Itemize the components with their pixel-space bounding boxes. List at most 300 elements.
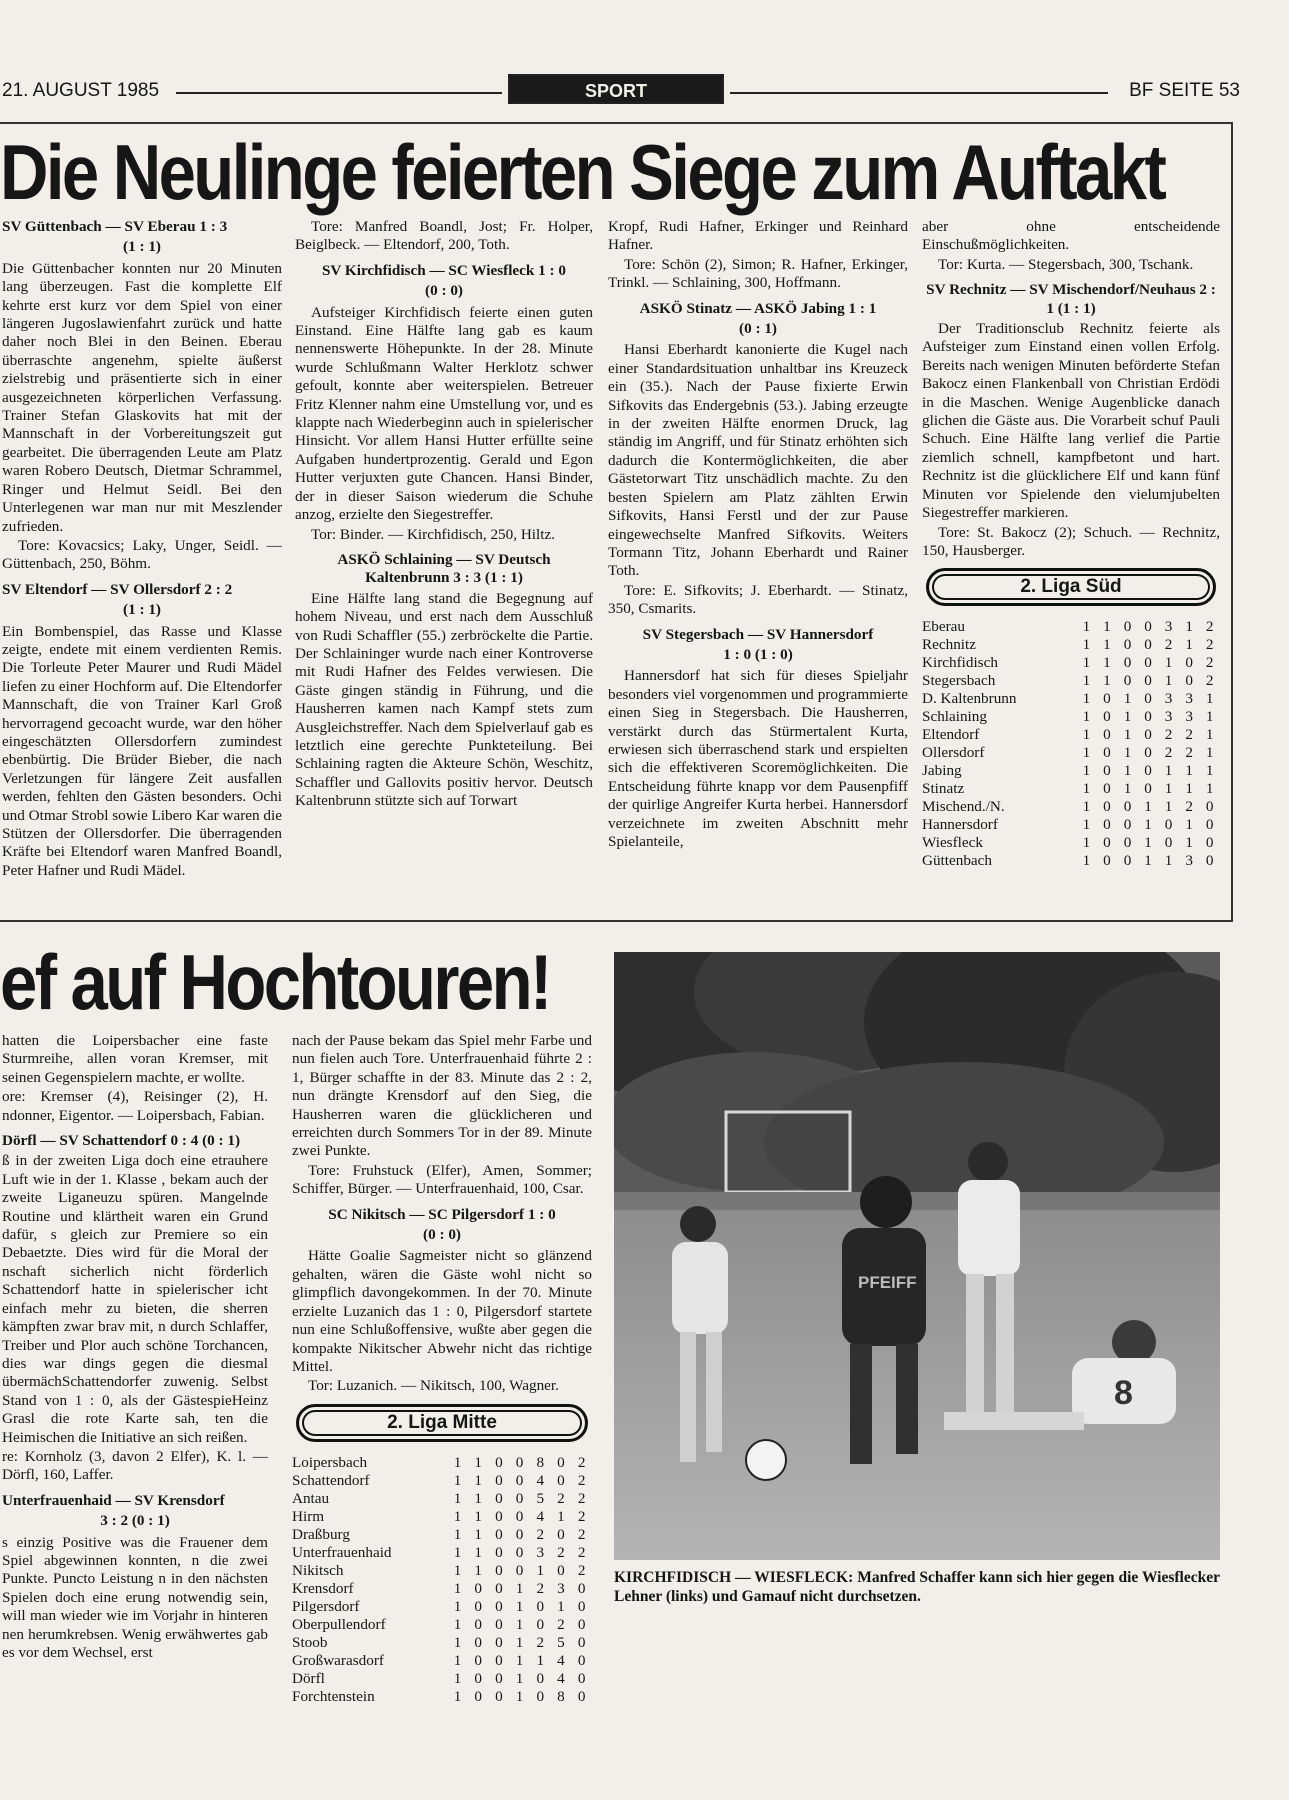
table-cell: 0 — [1123, 618, 1132, 636]
table-cell: 1 — [557, 1597, 565, 1615]
team-name: Pilgersdorf — [292, 1597, 360, 1615]
table-cell: 1 — [474, 1489, 482, 1507]
table-cell: 1 — [474, 1471, 482, 1489]
table-cell: 1 — [1205, 690, 1214, 708]
team-name: Jabing — [922, 762, 962, 780]
football-scene-image — [614, 952, 1220, 1560]
table-cell: 1 — [515, 1597, 524, 1615]
table-cell: 1 — [557, 1507, 565, 1525]
main-headline: Die Neulinge feierten Siege zum Auftakt — [0, 128, 1165, 216]
shirt-print: PFEIFF — [858, 1273, 917, 1292]
table-cell: 0 — [515, 1561, 524, 1579]
match-title: SC Nikitsch — SC Pilgersdorf 1 : 0 — [328, 1205, 556, 1223]
match-title: ASKÖ Stinatz — ASKÖ Jabing 1 : 1 — [639, 299, 877, 317]
table-cell: 0 — [515, 1543, 524, 1561]
table-row — [292, 1616, 592, 1634]
table-row — [922, 636, 1220, 654]
table-cell: 0 — [515, 1489, 524, 1507]
table-cell: 0 — [1103, 780, 1111, 798]
goals-line: Tor: Binder. — Kirchfidisch, 250, Hiltz. — [311, 525, 556, 543]
table-cell: 1 — [474, 1453, 482, 1471]
table-cell: 0 — [1144, 726, 1152, 744]
table-row — [292, 1652, 592, 1670]
table-row — [922, 618, 1220, 636]
table-cell: 1 — [1123, 726, 1132, 744]
article-column-5 — [2, 1032, 268, 1760]
table-cell: 0 — [536, 1615, 545, 1633]
table-cell: 1 — [453, 1651, 462, 1669]
table-cell: 0 — [1123, 672, 1132, 690]
table-row — [922, 816, 1220, 834]
table-cell: 0 — [577, 1615, 586, 1633]
table-cell: 1 — [453, 1669, 462, 1687]
table-cell: 1 — [453, 1543, 462, 1561]
table-row — [292, 1688, 592, 1706]
table-cell: 0 — [536, 1687, 545, 1705]
table-row — [922, 852, 1220, 870]
table-cell: 1 — [1185, 816, 1193, 834]
table-cell: 1 — [1205, 708, 1214, 726]
table-cell: 0 — [495, 1471, 503, 1489]
table-cell: 1 — [453, 1561, 462, 1579]
match-report: Hannersdorf hat sich für dieses Spieljahr besonders viel vorgenommen und programmierte einen Sieg in Stegersbach. Die Hausherren, verstärkt durch das Stürmertalent Kurta, erwiesen sich überraschend stark und erspielten sich die effektiveren Scoremöglichkeiten. Die Entscheidung führte knapp vor dem Pausenpfiff der quirlige Angreifer Kurta herbei. Hannersdorf verzeichnete im zweiten Abschnitt mehr Spielanteile, — [608, 667, 908, 850]
second-headline: ef auf Hochtouren! — [0, 938, 550, 1026]
team-name: Stoob — [292, 1633, 328, 1651]
goals-line: Tore: Kovacsics; Laky, Unger, Seidl. — Güttenbach, 250, Böhm. — [2, 536, 282, 573]
table-row — [922, 834, 1220, 852]
table-cell: 2 — [577, 1489, 586, 1507]
table-cell: 0 — [1123, 852, 1132, 870]
table-cell: 1 — [474, 1543, 482, 1561]
match-title: ASKÖ Schlaining — SV Deutsch Kaltenbrunn 3 : 3 (1 : 1) — [337, 550, 551, 587]
team-name: Großwarasdorf — [292, 1651, 384, 1669]
table-cell: 0 — [1103, 726, 1111, 744]
table-cell: 0 — [495, 1651, 503, 1669]
table-cell: 3 — [557, 1579, 565, 1597]
table-cell: 1 — [1082, 636, 1091, 654]
table-cell: 2 — [577, 1561, 586, 1579]
table-cell: 2 — [1164, 636, 1173, 654]
halftime-score: 3 : 2 (0 : 1) — [100, 1512, 170, 1530]
table-cell: 2 — [1164, 744, 1173, 762]
table-cell: 0 — [536, 1669, 545, 1687]
match-report: aber ohne entscheidende Einschußmöglichkeiten. — [922, 218, 1220, 254]
table-cell: 1 — [515, 1651, 524, 1669]
table-row — [922, 654, 1220, 672]
table-cell: 0 — [1185, 672, 1193, 690]
table-cell: 1 — [1144, 816, 1152, 834]
match-report: Ein Bombenspiel, das Rasse und Klasse zeigte, endete mit einem verdienten Remis. Die Torleute Peter Maurer und Rudi Mädel liefen zu einer Hochform auf. Die Eltendorfer Mannschaft, die von Trainer Karl Groß hervorragend gecoacht wurde, war den höher eingeschätzten Ollersdorfern zumindest ebenbürtig. Die Brüder Bieber, die nach Verletzungen für längere Zeit ausfallen werden, fehlten den Gästen besonders. Ochi und Otmar Strobl sowie Libero Kar waren die Stützen der Ollersdorfer. Die überragenden Kräfte bei Eltendorf waren Manfred Boandl, Peter Hafner und Rudi Mädel. — [2, 622, 282, 879]
team-name: Loipersbach — [292, 1453, 368, 1471]
table-cell: 0 — [495, 1561, 503, 1579]
halftime-score: (0 : 0) — [423, 1226, 461, 1244]
goals-line: Tore: Manfred Boandl, Jost; Fr. Holper, Beiglbeck. — Eltendorf, 200, Toth. — [295, 218, 593, 254]
table-cell: 0 — [495, 1489, 503, 1507]
table-cell: 0 — [577, 1597, 586, 1615]
match-title: SV Güttenbach — SV Eberau 1 : 3 — [2, 218, 228, 235]
table-cell: 0 — [495, 1669, 503, 1687]
table-cell: 1 — [1164, 672, 1173, 690]
table-row — [922, 762, 1220, 780]
table-cell: 1 — [1123, 780, 1132, 798]
table-cell: 1 — [1123, 690, 1132, 708]
table-cell: 1 — [1144, 834, 1152, 852]
table-cell: 1 — [453, 1687, 462, 1705]
table-cell: 1 — [1082, 780, 1091, 798]
table-cell: 0 — [1144, 762, 1152, 780]
table-cell: 2 — [1185, 798, 1193, 816]
table-row — [292, 1490, 592, 1508]
table-cell: 1 — [515, 1615, 524, 1633]
table-cell: 1 — [1164, 780, 1173, 798]
match-title: SV Eltendorf — SV Ollersdorf 2 : 2 — [2, 580, 233, 598]
table-cell: 0 — [1103, 834, 1111, 852]
goals-line: Tore: E. Sifkovits; J. Eberhardt. — Stinatz, 350, Csmarits. — [608, 581, 908, 618]
table-cell: 4 — [557, 1669, 565, 1687]
table-row — [922, 708, 1220, 726]
table-cell: 0 — [557, 1561, 565, 1579]
table-cell: 0 — [474, 1633, 482, 1651]
table-cell: 1 — [1185, 618, 1193, 636]
table-cell: 2 — [577, 1507, 586, 1525]
table-cell: 0 — [1103, 690, 1111, 708]
table-row — [292, 1508, 592, 1526]
table-cell: 3 — [1185, 852, 1193, 870]
goals-line: Tor: Kurta. — Stegersbach, 300, Tschank. — [938, 255, 1194, 273]
table-cell: 2 — [577, 1543, 586, 1561]
table-cell: 0 — [515, 1507, 524, 1525]
table-cell: 0 — [495, 1687, 503, 1705]
table-cell: 0 — [1103, 708, 1111, 726]
table-cell: 1 — [515, 1687, 524, 1705]
match-report: Kropf, Rudi Hafner, Erkinger und Reinhard Hafner. — [608, 218, 908, 254]
team-name: D. Kaltenbrunn — [922, 690, 1017, 708]
article-column-3 — [608, 218, 908, 918]
table-cell: 1 — [1185, 834, 1193, 852]
table-cell: 1 — [515, 1633, 524, 1651]
table-cell: 0 — [474, 1579, 482, 1597]
table-cell: 1 — [1082, 672, 1091, 690]
goals-line: Tore: Fruhstuck (Elfer), Amen, Sommer; Schiffer, Bürger. — Unterfrauenhaid, 100, Csar. — [292, 1161, 592, 1198]
team-name: Hirm — [292, 1507, 325, 1525]
table-cell: 1 — [1205, 726, 1214, 744]
halftime-score: 1 : 0 (1 : 0) — [723, 645, 793, 663]
table-cell: 0 — [1103, 762, 1111, 780]
league-table-title: 2. Liga Süd — [926, 568, 1216, 606]
team-name: Antau — [292, 1489, 330, 1507]
table-cell: 0 — [1205, 852, 1214, 870]
table-cell: 2 — [577, 1471, 586, 1489]
table-row — [292, 1598, 592, 1616]
table-cell: 1 — [453, 1525, 462, 1543]
team-name: Oberpullendorf — [292, 1615, 386, 1633]
team-name: Unterfrauenhaid — [292, 1543, 392, 1561]
table-row — [292, 1580, 592, 1598]
table-cell: 0 — [1103, 798, 1111, 816]
table-cell: 1 — [1123, 762, 1132, 780]
table-row — [922, 690, 1220, 708]
table-cell: 1 — [474, 1525, 482, 1543]
table-row — [292, 1562, 592, 1580]
table-row — [292, 1472, 592, 1490]
table-cell: 1 — [453, 1471, 462, 1489]
table-cell: 2 — [1164, 726, 1173, 744]
team-name: Krensdorf — [292, 1579, 354, 1597]
table-cell: 0 — [474, 1615, 482, 1633]
table-cell: 1 — [1082, 654, 1091, 672]
table-cell: 3 — [1185, 708, 1193, 726]
table-cell: 2 — [1205, 636, 1214, 654]
table-cell: 0 — [495, 1507, 503, 1525]
table-cell: 4 — [536, 1507, 545, 1525]
table-cell: 0 — [495, 1633, 503, 1651]
table-cell: 1 — [1082, 690, 1091, 708]
table-cell: 1 — [453, 1489, 462, 1507]
table-cell: 2 — [577, 1453, 586, 1471]
goals-line: re: Kornholz (3, davon 2 Elfer), K. l. — Dörfl, 160, Laffer. — [2, 1447, 268, 1484]
table-cell: 3 — [1164, 708, 1173, 726]
table-cell: 1 — [1082, 744, 1091, 762]
table-cell: 2 — [557, 1489, 565, 1507]
table-cell: 0 — [1123, 636, 1132, 654]
table-cell: 1 — [1082, 618, 1091, 636]
page-number: BF SEITE 53 — [1129, 80, 1240, 101]
table-cell: 0 — [557, 1471, 565, 1489]
halftime-score: (1 : 1) — [123, 601, 161, 619]
goals-line: Tore: Schön (2), Simon; R. Hafner, Erkinger, Trinkl. — Schlaining, 300, Hoffmann. — [608, 255, 908, 292]
table-cell: 1 — [1185, 762, 1193, 780]
team-name: Kirchfidisch — [922, 654, 998, 672]
league-table-title: 2. Liga Mitte — [296, 1404, 588, 1442]
team-name: Dörfl — [292, 1669, 325, 1687]
match-report: hatten die Loipersbacher eine faste Sturmreihe, allen voran Kremser, mit seinen Gegenspielern machte, er wollte. — [2, 1032, 268, 1086]
table-cell: 2 — [1205, 654, 1214, 672]
table-cell: 1 — [1144, 798, 1152, 816]
table-cell: 1 — [453, 1507, 462, 1525]
match-report: Aufsteiger Kirchfidisch feierte einen guten Einstand. Eine Hälfte lang gab es kaum nennenswerte Höhepunkte. In der 28. Minute wurde Schlußmann Walter Herklotz schwer gefoult, konnte aber weiterspielen. Betreuer Fritz Klenner nahm eine Umstellung vor, und es klappte nach Wiederbeginn auch in spielerischer Hinsicht. Vor allem Hansi Hutter erfüllte seine Aufgaben hundertprozentig. Gerald und Egon Hutter verjuxten gute Chancen. Hansi Binder, der in dieser Saison wiederum die Schuhe anzog, erzielte den Siegestreffer. — [295, 303, 593, 524]
team-name: Ollersdorf — [922, 744, 985, 762]
table-cell: 0 — [557, 1525, 565, 1543]
table-cell: 1 — [1082, 708, 1091, 726]
match-report: Die Güttenbacher konnten nur 20 Minuten lang überzeugen. Fast die komplette Elf kehrte erst kurz vor dem Spiel von einer längeren Jugoslawienfahrt zurück und hatte daher noch Blei in den Beinen. Eberau überraschte angenehm, spielte äußerst zielstrebig und präsentierte sich in einer ausgezeichneten körperlichen Verfassung. Trainer Stefan Glaskovits hat mit der Mannschaft in der Vorbereitungszeit gut gearbeitet. Die überragenden Leute am Platz waren Robero Deutsch, Dietmar Schrammel, Ringer und Helmut Seidl. Bei den Unterlegenen war man nur mit Meszlender zufrieden. — [2, 259, 282, 535]
table-cell: 0 — [1103, 744, 1111, 762]
team-name: Güttenbach — [922, 852, 993, 870]
table-cell: 0 — [1144, 780, 1152, 798]
halftime-score: (0 : 1) — [739, 320, 777, 338]
table-cell: 0 — [577, 1651, 586, 1669]
table-cell: 0 — [495, 1615, 503, 1633]
table-row — [922, 798, 1220, 816]
header-rule-left — [176, 92, 502, 94]
table-cell: 1 — [453, 1615, 462, 1633]
table-cell: 0 — [474, 1669, 482, 1687]
match-photo — [614, 952, 1220, 1560]
table-cell: 0 — [1144, 744, 1152, 762]
table-cell: 0 — [1164, 816, 1173, 834]
table-cell: 1 — [1123, 708, 1132, 726]
table-cell: 1 — [1103, 636, 1111, 654]
table-cell: 1 — [1082, 834, 1091, 852]
table-cell: 2 — [557, 1543, 565, 1561]
table-cell: 0 — [1144, 708, 1152, 726]
table-cell: 0 — [577, 1687, 586, 1705]
table-cell: 1 — [1082, 762, 1091, 780]
table-row — [922, 744, 1220, 762]
table-cell: 8 — [557, 1687, 565, 1705]
table-cell: 1 — [1164, 762, 1173, 780]
team-name: Eberau — [922, 618, 966, 636]
table-cell: 1 — [1082, 816, 1091, 834]
table-cell: 4 — [536, 1471, 545, 1489]
team-name: Draßburg — [292, 1525, 350, 1543]
table-cell: 3 — [1185, 690, 1193, 708]
match-report: Hätte Goalie Sagmeister nicht so glänzend gehalten, wären die Gäste wohl nicht so glimpflich davongekommen. In der 70. Minute erzielte Luzanich das 1 : 0, Pilgersdorf startete nun eine Schlußoffensive, wußte aber gegen die kompakte Nikitscher Abwehr nicht das richtige Mittel. — [292, 1247, 592, 1375]
table-cell: 1 — [1082, 726, 1091, 744]
article-column-2 — [295, 218, 593, 918]
table-cell: 0 — [474, 1651, 482, 1669]
table-cell: 1 — [536, 1651, 545, 1669]
table-cell: 0 — [495, 1453, 503, 1471]
table-cell: 2 — [536, 1525, 545, 1543]
table-cell: 1 — [1185, 636, 1193, 654]
match-title: SV Kirchfidisch — SC Wiesfleck 1 : 0 — [321, 261, 566, 279]
table-cell: 0 — [1103, 852, 1111, 870]
team-name: Stinatz — [922, 780, 965, 798]
table-cell: 2 — [1205, 618, 1214, 636]
halftime-score: (0 : 0) — [425, 282, 463, 300]
match-report: Hansi Eberhardt kanonierte die Kugel nach einer Standardsituation unhaltbar ins Kreuzeck ein (35.). Nach der Pause fixierte Erwin Sifkovits das Endergebnis (53.). Jabing erzeugte in der zweiten Hälfte enormen Druck, lag ständig im Angriff, und für Stinatz erhöhten sich dadurch die Kontermöglichkeiten, die aber Gästetorwart Titz unschädlich machte. Zu den besten Spielern am Platz zählten Erwin Sifkovits, Hansi Ferstl und der zur Pause eingewechselte Manfred Sifkovits. Weiters Tormann Titz, Johann Eberhardt und Rainer Toth. — [608, 341, 908, 580]
league-table-mitte — [292, 1454, 592, 1706]
table-row — [292, 1670, 592, 1688]
table-cell: 0 — [1103, 816, 1111, 834]
table-cell: 0 — [474, 1687, 482, 1705]
table-cell: 0 — [474, 1597, 482, 1615]
page-header — [0, 72, 1240, 102]
team-name: Eltendorf — [922, 726, 980, 744]
table-cell: 3 — [1164, 690, 1173, 708]
table-cell: 1 — [515, 1579, 524, 1597]
table-cell: 0 — [495, 1525, 503, 1543]
table-cell: 0 — [495, 1543, 503, 1561]
table-cell: 1 — [1205, 780, 1214, 798]
table-row — [292, 1454, 592, 1472]
table-cell: 0 — [1205, 834, 1214, 852]
table-cell: 0 — [1164, 834, 1173, 852]
halftime-score: (1 : 1) — [123, 238, 161, 256]
table-cell: 1 — [474, 1507, 482, 1525]
table-cell: 2 — [536, 1633, 545, 1651]
table-cell: 2 — [1185, 726, 1193, 744]
table-cell: 1 — [1082, 798, 1091, 816]
match-title: SV Stegersbach — SV Hannersdorf — [642, 625, 874, 643]
table-cell: 1 — [1103, 672, 1111, 690]
table-cell: 0 — [536, 1597, 545, 1615]
table-cell: 0 — [1144, 654, 1152, 672]
table-cell: 1 — [1123, 744, 1132, 762]
table-cell: 1 — [536, 1561, 545, 1579]
table-cell: 0 — [1185, 654, 1193, 672]
team-name: Hannersdorf — [922, 816, 998, 834]
table-cell: 0 — [1123, 798, 1132, 816]
table-cell: 4 — [557, 1651, 565, 1669]
match-report: Eine Hälfte lang stand die Begegnung auf hohem Niveau, und erst nach dem Ausschluß von Rudi Schaffler (55.) zerbröckelte die Partie. Der Schlaininger wurde nach einer Kontroverse mit Rudi Hafner des Feldes verwiesen. Die Gäste gingen ständig in Führung, und die Hausherren kamen nach Kampf stets zum Ausgleichstreffer. Nach dem Spielverlauf gab es letztlich eine gerechte Punkteteilung. Bei Schlaining ragten die Akteure Schön, Weschitz, Schaffler und Gallovits positiv hervor. Deutsch Kaltenbrunn stützte sich auf Torwart — [295, 589, 593, 810]
team-name: Schlaining — [922, 708, 987, 726]
table-cell: 1 — [1082, 852, 1091, 870]
table-cell: 0 — [515, 1471, 524, 1489]
table-row — [922, 726, 1220, 744]
goals-line: Tor: Luzanich. — Nikitsch, 100, Wagner. — [308, 1377, 559, 1395]
table-cell: 1 — [453, 1453, 462, 1471]
team-name: Stegersbach — [922, 672, 996, 690]
table-cell: 0 — [1123, 834, 1132, 852]
table-cell: 1 — [453, 1579, 462, 1597]
table-cell: 1 — [515, 1669, 524, 1687]
match-report: ß in der zweiten Liga doch eine etrauhere Luft wie in der 1. Klasse , bekam auch der zweite Liganeuzu spüren. Mangelnde Routine und klärtheit waren ein Grund dafür, s gleich zur Premiere so ein Debaetzte. Dies wird für die Moral der nschaft sicherlich nicht förderlich Schattendorf hatte in spielerischer icht einfach mehr zu bieten, die sherren kämpften zwar brav mit, n durch Schlaffer, Treiber und Plor auch schöne Torchancen, dies war dings gegen die diesmal übermächSchattendorfer zuwenig. Selbst Stand von 1 : 0, als der GästespieHeinz Grasl die rote Karte sah, ten die Heimischen die Initiative an sich reißen. — [2, 1152, 268, 1446]
team-name: Rechnitz — [922, 636, 976, 654]
table-cell: 3 — [536, 1543, 545, 1561]
table-cell: 2 — [1185, 744, 1193, 762]
table-cell: 1 — [453, 1597, 462, 1615]
table-cell: 1 — [1103, 618, 1111, 636]
table-row — [292, 1526, 592, 1544]
table-cell: 0 — [1205, 816, 1214, 834]
table-cell: 0 — [577, 1579, 586, 1597]
table-cell: 0 — [1205, 798, 1214, 816]
football-ball — [746, 1440, 786, 1480]
table-cell: 1 — [1144, 852, 1152, 870]
table-cell: 2 — [557, 1615, 565, 1633]
team-name: Wiesfleck — [922, 834, 983, 852]
goals-line: ore: Kremser (4), Reisinger (2), H. ndonner, Eigentor. — Loipersbach, Fabian. — [2, 1088, 268, 1124]
table-row — [922, 780, 1220, 798]
table-row — [922, 672, 1220, 690]
table-cell: 0 — [495, 1597, 503, 1615]
table-cell: 0 — [515, 1453, 524, 1471]
table-cell: 1 — [1205, 744, 1214, 762]
table-cell: 1 — [1103, 654, 1111, 672]
goals-line: Tore: St. Bakocz (2); Schuch. — Rechnitz, 150, Hausberger. — [922, 523, 1220, 559]
table-cell: 0 — [577, 1633, 586, 1651]
table-row — [292, 1634, 592, 1652]
article-column-4 — [922, 218, 1220, 918]
table-cell: 0 — [1144, 636, 1152, 654]
team-name: Schattendorf — [292, 1471, 370, 1489]
table-cell: 1 — [1164, 852, 1173, 870]
table-cell: 0 — [515, 1525, 524, 1543]
team-name: Forchtenstein — [292, 1687, 375, 1705]
table-cell: 1 — [1164, 798, 1173, 816]
table-cell: 0 — [1123, 654, 1132, 672]
table-cell: 2 — [577, 1525, 586, 1543]
table-cell: 8 — [536, 1453, 545, 1471]
team-name: Mischend./N. — [922, 798, 1005, 816]
table-cell: 1 — [1164, 654, 1173, 672]
shirt-number: 8 — [1114, 1374, 1133, 1412]
table-row — [292, 1544, 592, 1562]
table-cell: 5 — [536, 1489, 545, 1507]
table-cell: 1 — [453, 1633, 462, 1651]
match-title: Unterfrauenhaid — SV Krensdorf — [2, 1491, 225, 1509]
table-cell: 2 — [536, 1579, 545, 1597]
table-cell: 2 — [1205, 672, 1214, 690]
table-cell: 0 — [1123, 816, 1132, 834]
match-report: Der Traditionsclub Rechnitz feierte als Aufsteiger zum Einstand einen vollen Erfolg. Bereits nach wenigen Minuten beförderte Stefan Bakocz einen Flankenball von Christian Erdödi in die Maschen. Wenige Augenblicke danach glichen die Gäste aus. Die Vorarbeit schuf Pauli Schuch. Eine Hälfte lang verlief die Partie ziemlich schnell, kampfbetont und hart. Rechnitz ist die glücklichere Elf und kann fünf Minuten vor Spielende den vielumjubelten Siegestreffer markieren. — [922, 320, 1220, 522]
article-column-1 — [2, 218, 282, 918]
table-cell: 0 — [1144, 672, 1152, 690]
table-cell: 0 — [577, 1669, 586, 1687]
table-cell: 1 — [1185, 780, 1193, 798]
article-column-6 — [292, 1032, 592, 1760]
